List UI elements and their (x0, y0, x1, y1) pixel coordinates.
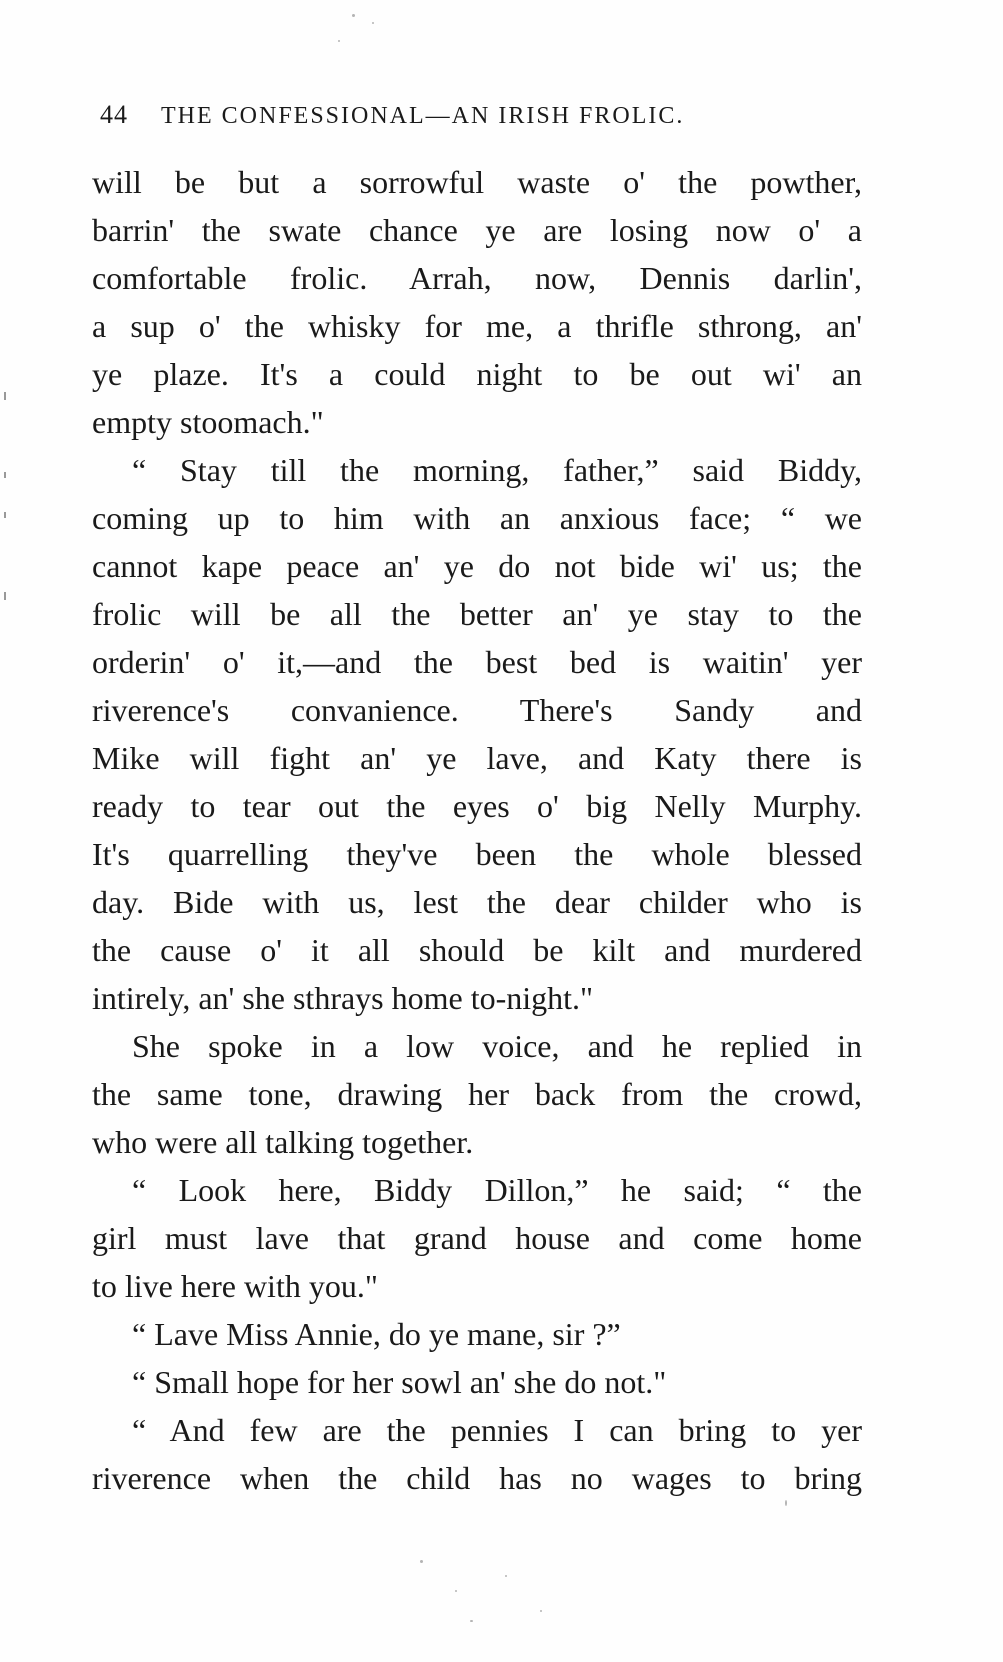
text-line: intirely, an' she sthrays home to-night." (92, 980, 594, 1016)
text-line: will be but a sorrowful waste o' the powther, (92, 164, 862, 200)
scan-speckle (352, 14, 355, 17)
running-head (100, 100, 880, 130)
margin-mark (4, 592, 6, 600)
text-line: “ And few are the pennies I can bring to yer (132, 1412, 862, 1448)
text-line: “ Look here, Biddy Dillon,” he said; “ the (132, 1172, 862, 1208)
text-line: a sup o' the whisky for me, a thrifle sthrong, an' (92, 308, 862, 344)
text-line: day. Bide with us, lest the dear childer who is (92, 884, 862, 920)
text-line: riverence when the child has no wages to bring (92, 1460, 862, 1496)
text-line: It's quarrelling they've been the whole blessed (92, 836, 862, 872)
text-line: orderin' o' it,—and the best bed is waitin' yer (92, 644, 862, 680)
scan-speckle (372, 22, 374, 24)
text-line: empty stoomach." (92, 404, 324, 440)
text-line: frolic will be all the better an' ye stay to the (92, 596, 862, 632)
body-text (92, 158, 862, 1502)
text-line: Mike will fight an' ye lave, and Katy there is (92, 740, 862, 776)
text-line: the cause o' it all should be kilt and murdered (92, 932, 862, 968)
text-line: coming up to him with an anxious face; “ we (92, 500, 862, 536)
text-line: cannot kape peace an' ye do not bide wi' us; the (92, 548, 862, 584)
scan-speckle (470, 1620, 473, 1622)
text-line: barrin' the swate chance ye are losing now o' a (92, 212, 862, 248)
text-line: “ Lave Miss Annie, do ye mane, sir ?” (132, 1316, 621, 1352)
text-line: girl must lave that grand house and come home (92, 1220, 862, 1256)
text-line: the same tone, drawing her back from the crowd, (92, 1076, 862, 1112)
scan-speckle (338, 40, 340, 42)
running-head-title: THE CONFESSIONAL—AN IRISH FROLIC. (161, 103, 685, 129)
text-line: ye plaze. It's a could night to be out wi' an (92, 356, 862, 392)
text-line: “ Small hope for her sowl an' she do not." (132, 1364, 667, 1400)
text-line: who were all talking together. (92, 1124, 474, 1160)
scan-speckle (455, 1590, 457, 1592)
text-line: riverence's convanience. There's Sandy and (92, 692, 862, 728)
scan-speckle (540, 1610, 542, 1612)
text-line: “ Stay till the morning, father,” said Biddy, (132, 452, 862, 488)
scan-speckle (505, 1575, 507, 1577)
margin-mark (4, 392, 6, 400)
scan-speckle (420, 1560, 423, 1563)
margin-mark (4, 472, 6, 478)
page-number: 44 (100, 100, 128, 129)
text-line: ready to tear out the eyes o' big Nelly Murphy. (92, 788, 862, 824)
margin-mark (4, 512, 6, 518)
text-line: She spoke in a low voice, and he replied in (132, 1028, 862, 1064)
text-line: to live here with you." (92, 1268, 378, 1304)
text-line: comfortable frolic. Arrah, now, Dennis darlin', (92, 260, 862, 296)
